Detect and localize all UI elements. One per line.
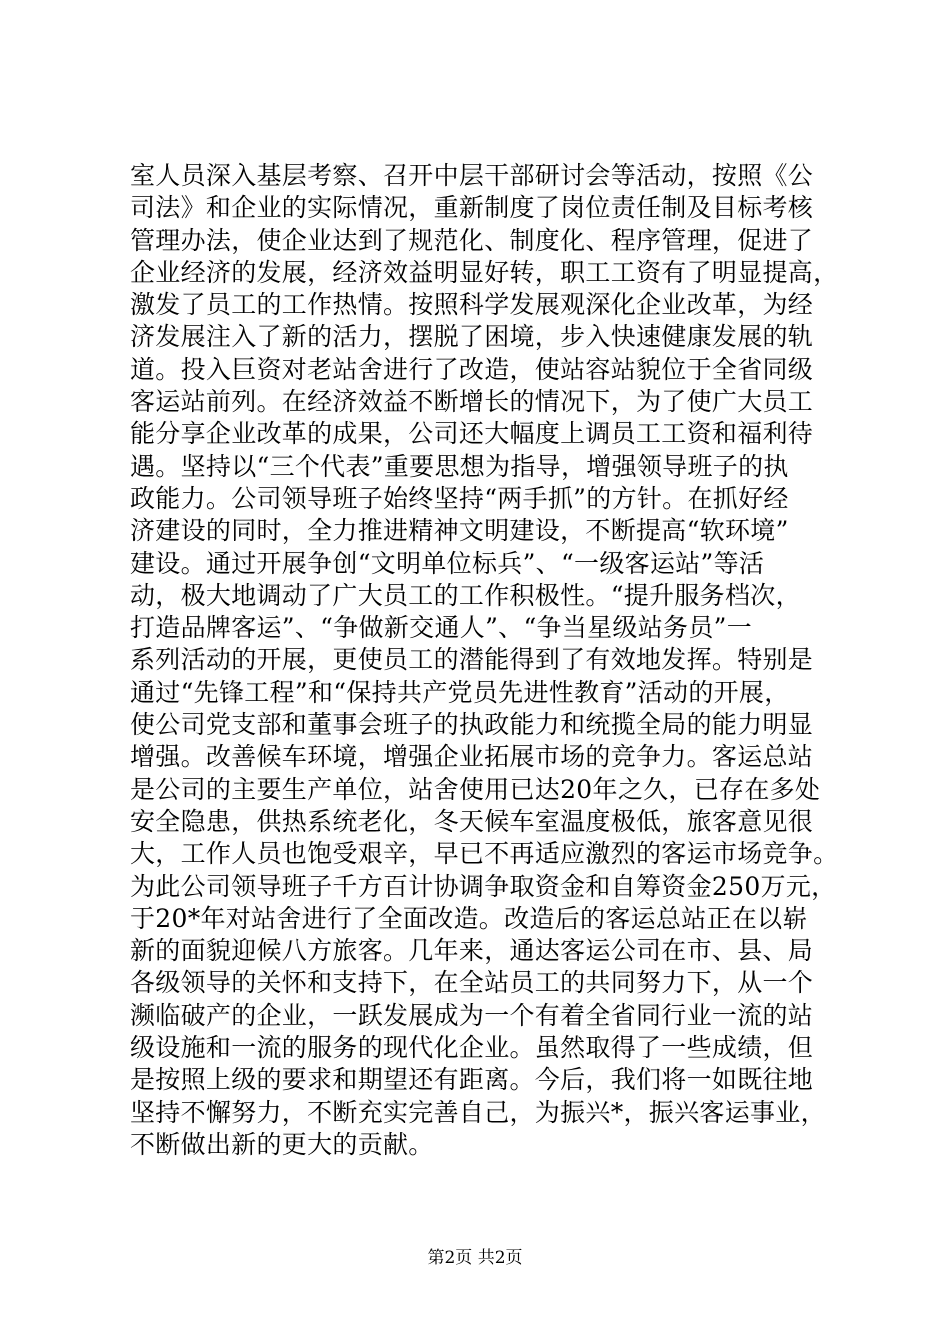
- text-line: 使公司党支部和董事会班子的执政能力和统揽全局的能力明显: [130, 710, 814, 740]
- text-line: 是公司的主要生产单位，站舍使用已达20年之久，已存在多处: [130, 774, 821, 804]
- page-number-footer: 第2页 共2页: [427, 1248, 523, 1268]
- text-line: 坚持不懈努力，不断充实完善自己，为振兴*，振兴客运事业，: [130, 1097, 826, 1127]
- text-line: 安全隐患，供热系统老化，冬天候车室温度极低，旅客意见很: [130, 806, 814, 836]
- text-line: 不断做出新的更大的贡献。: [130, 1129, 434, 1159]
- text-line: 能分享企业改革的成果，公司还大幅度上调员工工资和福利待: [130, 419, 814, 449]
- text-line: 室人员深入基层考察、召开中层干部研讨会等活动，按照《公: [130, 161, 814, 190]
- text-line: 打造品牌客运”、“争做新交通人”、“争当星级站务员”一: [130, 613, 753, 643]
- text-line: 动，极大地调动了广大员工的工作积极性。“提升服务档次，: [130, 580, 801, 610]
- text-line: 政能力。公司领导班子始终坚持“两手抓”的方针。在抓好经: [130, 483, 789, 513]
- text-line: 通过“先锋工程”和“保持共产党员先进性教育”活动的开展，: [130, 677, 790, 707]
- text-line: 大，工作人员也饱受艰辛，早已不再适应激烈的客运市场竞争。: [130, 839, 839, 869]
- text-line: 濒临破产的企业，一跃发展成为一个有着全省同行业一流的站: [130, 1000, 814, 1030]
- text-line: 道。投入巨资对老站舍进行了改造，使站容站貌位于全省同级: [130, 354, 814, 384]
- text-line: 遇。坚持以“三个代表”重要思想为指导，增强领导班子的执: [130, 451, 789, 481]
- text-line: 济建设的同时，全力推进精神文明建设，不断提高“软环境”: [130, 516, 789, 546]
- text-line: 建设。通过开展争创“文明单位标兵”、“一级客运站”等活: [130, 548, 765, 578]
- body-paragraph: [130, 160, 839, 1161]
- text-line: 于20*年对站舍进行了全面改造。改造后的客运总站正在以崭: [130, 903, 808, 933]
- text-line: 客运站前列。在经济效益不断增长的情况下，为了使广大员工: [130, 387, 814, 417]
- text-line: 企业经济的发展，经济效益明显好转，职工工资有了明显提高，: [130, 257, 839, 287]
- text-line: 管理办法，使企业达到了规范化、制度化、程序管理，促进了: [130, 225, 814, 255]
- text-line: 济发展注入了新的活力，摆脱了困境，步入快速健康发展的轨: [130, 322, 814, 352]
- text-line: 为此公司领导班子千方百计协调争取资金和自筹资金250万元，: [130, 871, 837, 901]
- text-line: 增强。改善候车环境，增强企业拓展市场的竞争力。客运总站: [130, 742, 814, 772]
- text-line: 司法》和企业的实际情况，重新制度了岗位责任制及目标考核: [130, 193, 814, 223]
- text-line: 级设施和一流的服务的现代化企业。虽然取得了一些成绩，但: [130, 1033, 814, 1063]
- text-line: 系列活动的开展，更使员工的潜能得到了有效地发挥。特别是: [130, 645, 814, 675]
- text-line: 各级领导的关怀和支持下，在全站员工的共同努力下，从一个: [130, 968, 814, 998]
- text-line: 是按照上级的要求和期望还有距离。今后，我们将一如既往地: [130, 1065, 814, 1095]
- text-line: 激发了员工的工作热情。按照科学发展观深化企业改革，为经: [130, 290, 814, 320]
- text-line: 新的面貌迎候八方旅客。几年来，通达客运公司在市、县、局: [130, 936, 814, 966]
